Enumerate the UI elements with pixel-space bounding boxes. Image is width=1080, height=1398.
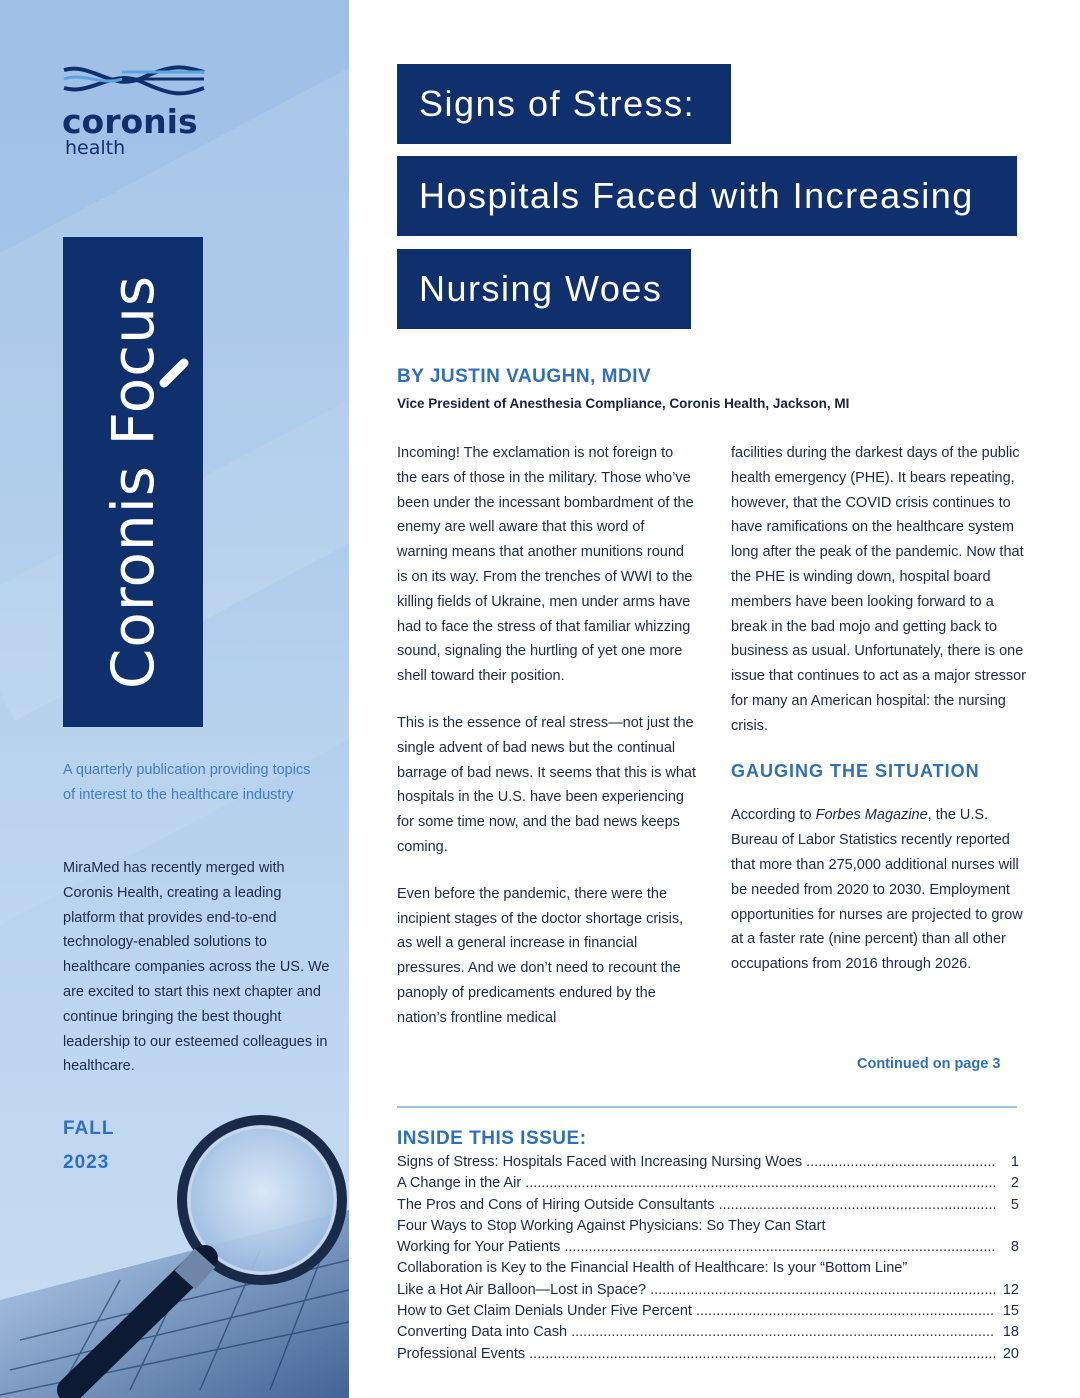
toc-item-label: Four Ways to Stop Working Against Physicians: So They Can Start [397,1217,826,1234]
toc-item-page: 1 [1010,1154,1019,1170]
toc-item[interactable] [397,1195,1019,1216]
toc-item-page: 15 [1002,1303,1019,1320]
sidebar [0,0,349,1398]
magnifying-glass-icon [112,355,192,435]
table-of-contents [397,1152,1019,1365]
author-role: Vice President of Anesthesia Compliance, Coronis Health, Jackson, MI [397,396,850,411]
toc-item-label: A Change in the Air [397,1175,522,1192]
article-title-line-2: Hospitals Faced with Increasing [397,156,1017,236]
toc-item[interactable] [397,1237,1019,1258]
source-name: Forbes Magazine [815,807,928,824]
paragraph: Incoming! The exclamation is not foreign to the ears of those in the military. Those who’ve been under the incessant bombardment of the enemy are well aware that this word of warning means that another munitions round is on its way. From the trenches of WWI to the killing fields of Ukraine, men under arms have had to face the stress of that familiar whizzing sound, signaling the hurtling of yet one more shell toward their position. [397,445,694,685]
toc-leader [650,1280,995,1301]
paragraph: This is the essence of real stress—not just the single advent of bad news but the continual barrage of bad news. It seems that this is what hospitals in the U.S. have been experiencing for some time now, and the bad news keeps coming. [397,714,697,855]
toc-item-label: Signs of Stress: Hospitals Faced with Increasing Nursing Woes [397,1154,803,1170]
section-heading: GAUGING THE SITUATION [731,760,980,781]
article-title-line-1: Signs of Stress: [397,64,731,144]
text-run: , the U.S. Bureau of Labor Statistics recently reported that more than 275,000 additional nurses will be needed from 2020 to 2030. Employment opportunities for nurses are projected to grow at a faster rate (nine percent) than all other occupations from 2016 through 2026. [731,807,1023,973]
toc-item[interactable] [397,1322,1019,1343]
continued-link[interactable]: Continued on page 3 [857,1056,1001,1072]
logo-subtitle: health [65,137,126,159]
toc-item-page: 12 [1002,1281,1019,1298]
toc-item[interactable] [397,1344,1019,1365]
toc-heading: INSIDE THIS ISSUE: [397,1128,587,1149]
logo-wordmark: coronis [62,102,198,141]
toc-leader [525,1173,995,1194]
article-title-line-3: Nursing Woes [397,249,691,329]
toc-item-page: 5 [1010,1196,1019,1213]
toc-item-page: 2 [1010,1175,1019,1192]
toc-item-page: 20 [1002,1345,1019,1362]
toc-item-label: Working for Your Patients [397,1239,561,1256]
toc-item[interactable] [397,1173,1019,1194]
article-column-2 [731,441,1031,999]
issue-year: 2023 [63,1152,110,1173]
toc-item-label: Converting Data into Cash [397,1324,568,1341]
toc-item[interactable] [397,1216,1019,1237]
toc-leader [806,1152,995,1173]
logo-wave-icon [62,62,207,102]
text-run: According to [731,807,816,824]
toc-item-page: 8 [1010,1239,1019,1256]
toc-leader [564,1237,995,1258]
toc-item-label: How to Get Claim Denials Under Five Percent [397,1303,692,1320]
magnifier-keyboard-image [0,1090,349,1398]
toc-item[interactable] [397,1280,1019,1301]
paragraph [731,803,1031,977]
toc-leader [719,1195,995,1216]
toc-item-label: Like a Hot Air Balloon—Lost in Space? [397,1281,647,1298]
paragraph: facilities during the darkest days of the public health emergency (PHE). It bears repeating, however, that the COVID crisis continues to have ramifications on the healthcare system long after the peak of the pandemic. Now that the PHE is winding down, hospital board members have been looking forward to a break in the bad mojo and getting back to business as usual. Unfortunately, there is one issue that continues to act as a major stressor for many an American hospital: the nursing crisis. [731,445,1026,734]
toc-item-label: Professional Events [397,1345,526,1362]
toc-item-page: 18 [1002,1324,1019,1341]
merger-announcement: MiraMed has recently merged with Coronis Health, creating a leading platform that provides end-to-end technology-enabled solutions to healthcare companies across the US. We are excited to start this next chapter and continue bringing the best thought leadership to our esteemed colleagues in healthcare. [63,860,330,1075]
toc-item[interactable] [397,1258,1019,1279]
divider [397,1106,1017,1108]
toc-item[interactable] [397,1152,1019,1173]
toc-leader [696,1301,995,1322]
coronis-health-logo[interactable] [62,62,212,162]
issue-season: FALL [63,1118,115,1139]
article-byline: BY JUSTIN VAUGHN, MDIV [397,366,652,387]
article-column-1 [397,441,697,1053]
toc-item-label: The Pros and Cons of Hiring Outside Consultants [397,1196,715,1213]
toc-item[interactable] [397,1301,1019,1322]
publication-title: Coronis Focus [99,274,167,690]
paragraph: Even before the pandemic, there were the incipient stages of the doctor shortage crisis, as well a general increase in financial pressures. And we don’t need to recount the panoply of predicaments endured by the nation’s frontline medical [397,885,684,1026]
toc-item-label: Collaboration is Key to the Financial Health of Healthcare: Is your “Bottom Line” [397,1260,908,1277]
toc-leader [571,1322,995,1343]
toc-leader [529,1344,995,1365]
publication-tagline: A quarterly publication providing topics of interest to the healthcare industry [63,762,311,803]
